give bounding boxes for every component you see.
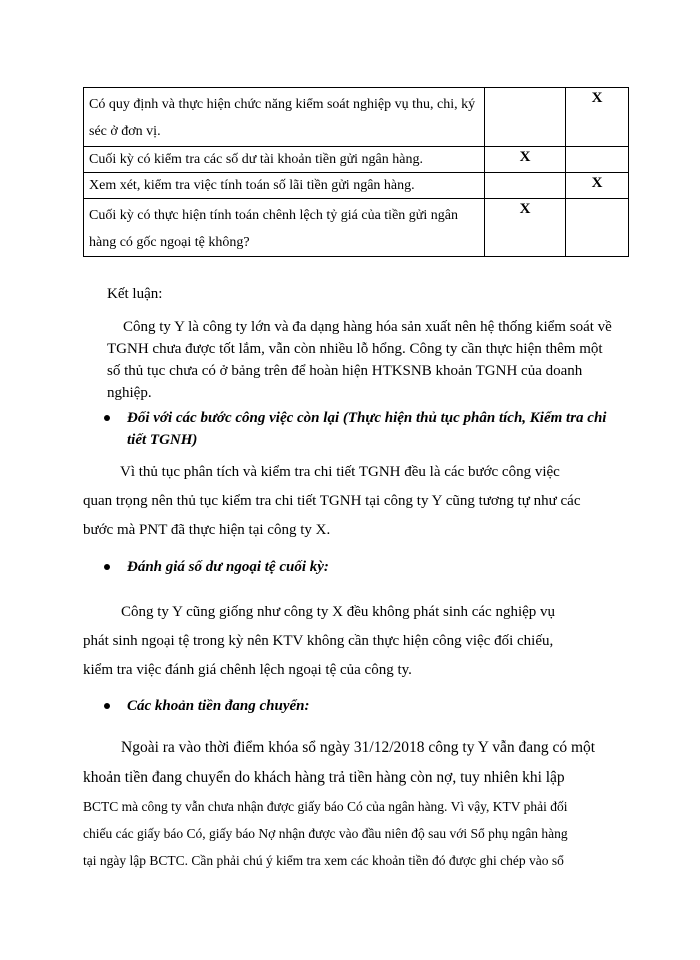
table-row	[84, 199, 629, 257]
bullet-icon	[104, 564, 110, 570]
answer-cell-col1	[485, 88, 566, 147]
answer-cell-col1	[485, 173, 566, 199]
bullet-icon	[104, 703, 110, 709]
answer-cell-col2	[566, 147, 629, 173]
answer-cell-col2: X	[566, 173, 629, 199]
control-checklist-table	[83, 87, 629, 257]
paragraph-line: Vì thủ tục phân tích và kiểm tra chi tiết TGNH đều là các bước công việc	[120, 464, 560, 480]
paragraph-line: Công ty Y cũng giống như công ty X đều không phát sinh các nghiệp vụ	[121, 604, 556, 620]
answer-cell-col2	[566, 199, 629, 257]
question-cell: Có quy định và thực hiện chức năng kiểm soát nghiệp vụ thu, chi, ký séc ở đơn vị.	[84, 88, 485, 147]
question-cell: Cuối kỳ có kiểm tra các số dư tài khoản tiền gửi ngân hàng.	[84, 147, 485, 173]
table-row	[84, 88, 629, 147]
cash-in-transit-paragraph	[83, 733, 628, 874]
answer-cell-col2: X	[566, 88, 629, 147]
paragraph-line: tại ngày lập BCTC. Cần phải chú ý kiểm tra xem các khoản tiền đó được ghi chép vào sổ	[83, 853, 564, 868]
paragraph-line: bước mà PNT đã thực hiện tại công ty X.	[83, 522, 331, 538]
section-heading-text: Đối với các bước công việc còn lại (Thực hiện thủ tục phân tích, Kiểm tra chi tiết TGNH)	[127, 410, 607, 448]
paragraph-line: BCTC mà công ty vẫn chưa nhận được giấy báo Có của ngân hàng. Vì vậy, KTV phải đối	[83, 799, 568, 814]
answer-cell-col1: X	[485, 147, 566, 173]
conclusion-text: Công ty Y là công ty lớn và đa dạng hàng hóa sản xuất nên hệ thống kiểm soát về TGNH chưa được tốt lắm, vẫn còn nhiều lỗ hổng. Công ty cần thực hiện thêm một số thủ tục chưa có ở bảng trên để hoàn hiện HTKSNB khoản TGNH của doanh nghiệp.	[107, 319, 612, 401]
answer-cell-col1: X	[485, 199, 566, 257]
conclusion-heading: Kết luận:	[107, 286, 163, 302]
table-row	[84, 147, 629, 173]
bullet-icon	[104, 415, 110, 421]
analysis-paragraph	[83, 458, 620, 545]
paragraph-line: phát sinh ngoại tệ trong kỳ nên KTV không cần thực hiện công việc đối chiếu,	[83, 633, 554, 649]
table-row	[84, 173, 629, 199]
paragraph-line: chiếu các giấy báo Có, giấy báo Nợ nhận được vào đầu niên độ sau với Sổ phụ ngân hàng	[83, 826, 568, 841]
section-heading-text: Đánh giá số dư ngoại tệ cuối kỳ:	[127, 559, 329, 575]
fx-balance-paragraph	[83, 598, 628, 685]
question-cell: Xem xét, kiểm tra việc tính toán số lãi tiền gửi ngân hàng.	[84, 173, 485, 199]
paragraph-line: kiểm tra việc đánh giá chênh lệch ngoại tệ của công ty.	[83, 662, 412, 678]
question-cell: Cuối kỳ có thực hiện tính toán chênh lệch tỷ giá của tiền gửi ngân hàng có gốc ngoại tệ không?	[84, 199, 485, 257]
paragraph-line: Ngoài ra vào thời điểm khóa sổ ngày 31/12/2018 công ty Y vẫn đang có một	[121, 739, 596, 756]
conclusion-paragraph	[107, 316, 617, 404]
paragraph-line: quan trọng nên thủ tục kiểm tra chi tiết TGNH tại công ty Y cũng tương tự như các	[83, 493, 581, 509]
section-heading-text: Các khoản tiền đang chuyển:	[127, 698, 310, 714]
paragraph-line: khoản tiền đang chuyển do khách hàng trả tiền hàng còn nợ, tuy nhiên khi lập	[83, 769, 565, 786]
